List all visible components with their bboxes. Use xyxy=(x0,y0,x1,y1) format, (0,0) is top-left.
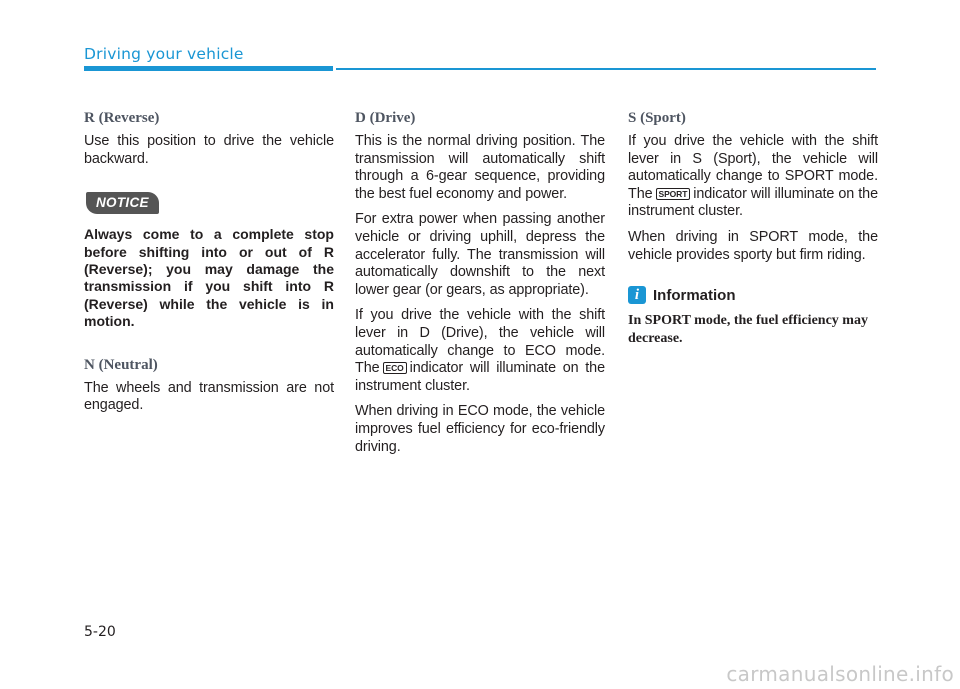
reverse-heading: R (Reverse) xyxy=(84,110,160,126)
sport-indicator-icon: SPORT xyxy=(656,188,691,200)
information-text: In SPORT mode, the fuel efficiency may decrease. xyxy=(628,313,868,346)
header-rule-thick xyxy=(84,66,333,71)
drive-paragraph-3-end: indicator will illuminate on the instrument cluster. xyxy=(355,360,605,394)
drive-paragraph-1: This is the normal driving position. The transmission will automatically shift through a 6-gear sequence, providing the best fuel economy and power. xyxy=(355,133,605,202)
sport-paragraph-1-end: indicator will illuminate on the instrument cluster. xyxy=(628,185,878,220)
sport-heading: S (Sport) xyxy=(628,110,686,126)
drive-paragraph-3-start: If you drive the vehicle with the shift lever in D (Drive), the vehicle will automatically change to ECO mode. The xyxy=(355,307,605,377)
watermark: carmanualsonline.info xyxy=(726,662,954,686)
drive-heading: D (Drive) xyxy=(355,110,416,126)
neutral-heading: N (Neutral) xyxy=(84,356,158,373)
column-left xyxy=(84,110,334,423)
drive-paragraph-4: When driving in ECO mode, the vehicle improves fuel efficiency for eco-friendly driving. xyxy=(355,403,605,455)
sport-paragraph-2: When driving in SPORT mode, the vehicle provides sporty but firm riding. xyxy=(628,228,878,263)
neutral-text: The wheels and transmission are not engaged. xyxy=(84,379,334,414)
column-right xyxy=(628,110,878,347)
drive-paragraph-3 xyxy=(355,307,605,395)
information-header xyxy=(628,286,878,304)
sport-paragraph-1 xyxy=(628,133,878,221)
header-rule-thin xyxy=(336,68,876,70)
information-title: Information xyxy=(653,286,736,304)
info-icon: i xyxy=(628,286,646,304)
drive-paragraph-2: For extra power when passing another vehicle or driving uphill, depress the accelerator fully. The transmission will automatically downshift to the next lower gear (or gears, as appropriate). xyxy=(355,211,605,298)
page-number: 5-20 xyxy=(84,624,116,640)
eco-indicator-icon: ECO xyxy=(383,362,407,374)
notice-text: Always come to a complete stop before shifting into or out of R (Reverse); you may damage the transmission if you shift into R (Reverse) while the vehicle is in motion. xyxy=(84,226,334,330)
column-middle xyxy=(355,110,605,464)
reverse-text: Use this position to drive the vehicle backward. xyxy=(84,133,334,167)
sport-paragraph-1-start: If you drive the vehicle with the shift lever in S (Sport), the vehicle will automatically change to SPORT mode. The xyxy=(628,133,878,202)
section-title: Driving your vehicle xyxy=(84,45,244,63)
notice-badge: NOTICE xyxy=(86,192,159,214)
